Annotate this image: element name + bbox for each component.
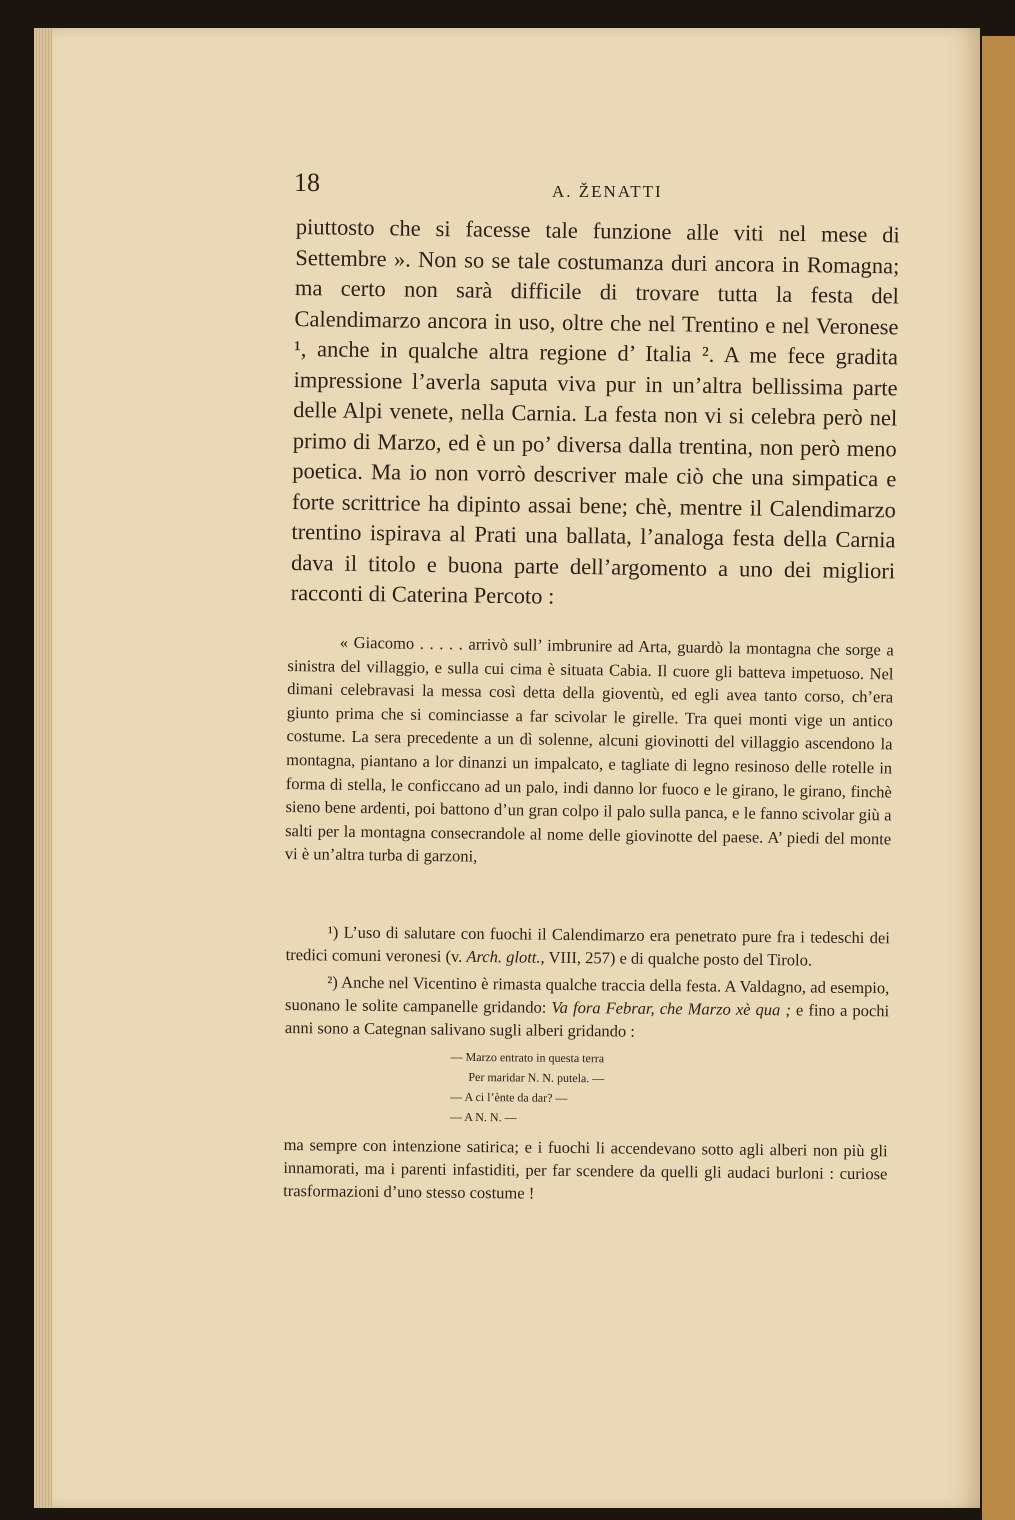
footnote-text: Anche nel Vicentino è rimasta qualche traccia della festa. A Valdagno, ad esempio, suonano le solite campanelle gridando: xyxy=(285,972,890,1017)
footnote-1 xyxy=(286,920,890,972)
footnote-quote: Va fora Febrar, che Marzo xè qua ; xyxy=(551,997,792,1020)
verse-line: — Marzo entrato in questa terra xyxy=(450,1049,605,1066)
block-quotation xyxy=(285,630,894,874)
running-head xyxy=(294,168,894,208)
footnote-marker: ¹) xyxy=(327,922,339,942)
footnote-text: L’uso di salutare con fuochi il Calendimarzo era penetrato pure fra i tedeschi dei tredici comuni veronesi (v. xyxy=(285,922,890,966)
footnote-continuation: ma sempre con intenzione satirica; e i fuochi li accendevano sotto agli alberi non più gli innamorati, ma i parenti infastiditi, per far scendere da quelli gli audaci burloni : curiose trasformazioni d’uno stesso costume ! xyxy=(283,1134,888,1203)
adjacent-page-edge xyxy=(982,36,1015,1520)
footnote-marker: ²) xyxy=(327,972,338,992)
footnote-citation: Arch. glott. xyxy=(466,946,541,967)
verse-line: — A ci l’ènte da dar? — xyxy=(450,1089,568,1105)
main-text xyxy=(290,212,899,617)
footnote-2 xyxy=(285,970,890,1045)
footnote-text: e fino a pochi anni sono a Categnan salivano sugli alberi gridando : xyxy=(284,1000,890,1041)
page-number: 18 xyxy=(294,168,320,197)
running-title: A. ŽENATTI xyxy=(552,182,663,201)
quotation-text: « Giacomo . . . . . arrivò sull’ imbrunire ad Arta, guardò la montagna che sorge a sinistra del villaggio, e sulla cui cima è situata Cabia. Il cuore gli batteva impetuoso. Nel dimani celebravasi la messa così detta della gioventù, ed egli avea tanto corso, ch’era giunto prima che si cominciasse a far scivolar le girelle. Tra quei monti vige un antico costume. La sera precedente a un dì solenne, alcuni giovinotti del villaggio ascendono la montagna, piantano a lor dinanzi un impalcato, e tagliate di legno resinoso delle rotelle in forma di stella, le conficcano ad un palo, indi danno lor fuoco e le girano, le girano, finchè sieno bene ardenti, poi battono d’un gran colpo il palo sulla panca, e le fanno scivolar giù a salti per la montagna consecrandole al nome delle giovinotte del paese. A’ piedi del monte vi è un’altra turba di garzoni, xyxy=(284,632,894,867)
footnotes xyxy=(283,920,890,1208)
verse-line: Per maridar N. N. putela. — xyxy=(468,1069,605,1086)
body-paragraph: piuttosto che si facesse tale funzione alle viti nel mese di Settembre ». Non so se tale costumanza duri ancora in Romagna; ma certo non sarà difficile di trovare tutta la festa del Calendimarzo ancora in uso, oltre che nel Trentino e nel Veronese ¹, anche in qualche altra regione d’ Italia ². A me fece gradita impressione l’averla saputa viva pur in un’altra bellissima parte delle Alpi venete, nella Carnia. La festa non vi si celebra però nel primo di Marzo, ed è un po’ diversa dalla trentina, non però meno poetica. Ma io non vorrò descriver male ciò che una simpatica e forte scrittrice ha dipinto assai bene; chè, mentre il Calendimarzo trentino ispirava al Prati una ballata, l’analoga festa della Carnia dava il titolo e buona parte dell’argomento a uno dei migliori racconti di Caterina Percoto : xyxy=(290,213,900,609)
verse-line: — A N. N. — xyxy=(449,1109,517,1125)
footnote-text: , VIII, 257) e di qualche posto del Tirolo. xyxy=(540,947,813,970)
verse-block xyxy=(450,1047,889,1132)
page-stack-edge xyxy=(34,28,52,1508)
